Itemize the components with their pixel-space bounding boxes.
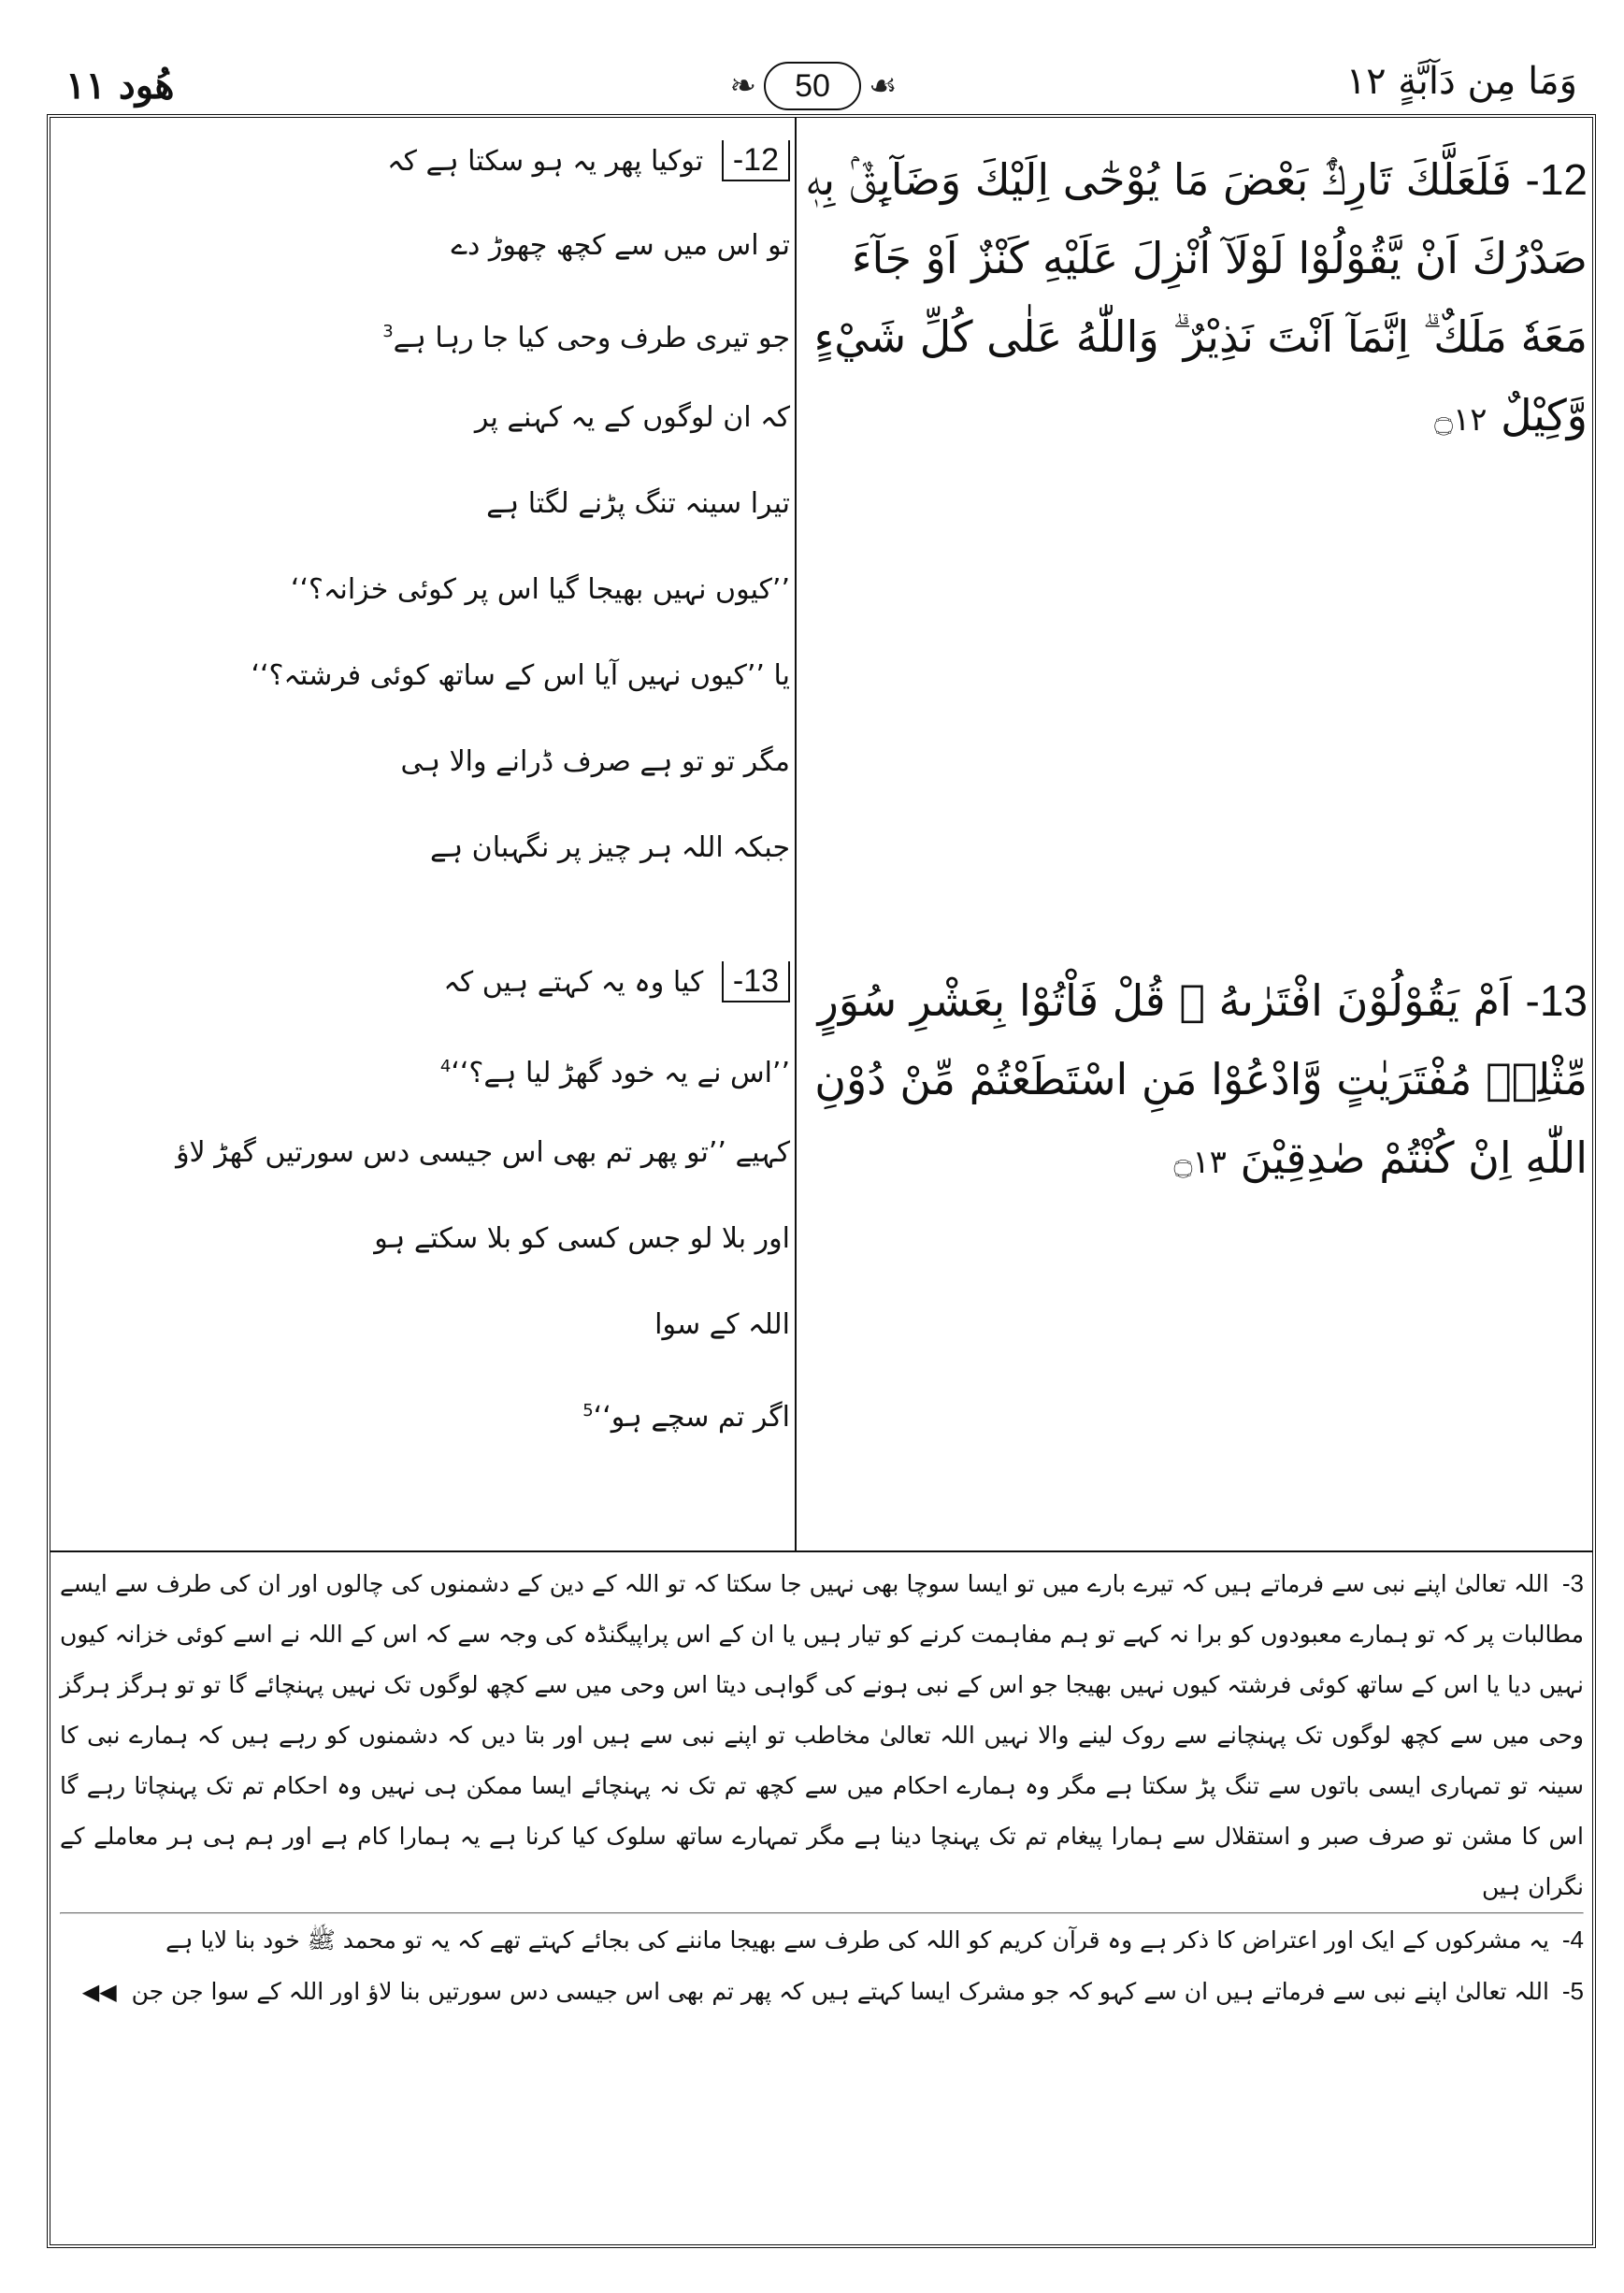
translation-line: ’’کیوں نہیں بھیجا گیا اس پر کوئی خزانہ؟‘‘	[290, 573, 790, 606]
translation-line: یا ’’کیوں نہیں آیا اس کے ساتھ کوئی فرشتہ؟‘‘	[251, 659, 790, 692]
verse-number-box: 13-	[722, 961, 790, 1002]
footnote-number: 3-	[1561, 1569, 1584, 1597]
page-number-ornament	[701, 60, 926, 112]
footnote-separator	[50, 1550, 1592, 1552]
continued-arrow-icon: ◀◀	[81, 1979, 117, 2005]
translation-line: ’’اس نے یہ خود گھڑ لیا ہے؟‘‘$^4$	[439, 1057, 790, 1089]
page-number: 50	[764, 62, 861, 110]
verse-number: 12-	[1525, 155, 1588, 204]
column-divider	[795, 118, 797, 1550]
juz-title: وَمَا مِن دَآبَّةٍ ۱۲	[1345, 60, 1577, 103]
footnotes	[60, 1558, 1584, 2241]
translation-column	[56, 140, 790, 1543]
footnote-5	[60, 1966, 1584, 2017]
translation-line: تو اس میں سے کچھ چھوڑ دے	[451, 229, 790, 262]
translation-line: جبکہ اللہ ہر چیز پر نگہبان ہے	[429, 831, 790, 864]
arabic-column	[802, 140, 1588, 1543]
verse-12-arabic	[802, 140, 1588, 459]
footnote-text: اللہ تعالیٰ اپنے نبی سے فرماتے ہیں ان سے کہو کہ جو مشرک ایسا کہتے ہیں کہ پھر تم بھی اس جیسی دس سورتیں بنا لاؤ اور اللہ کے سوا جن جن	[131, 1978, 1549, 2005]
verse-text: اَمْ يَقُوْلُوْنَ افْتَرٰىهُ ۗ قُلْ فَاْتُوْا بِعَشْرِ سُوَرٍ مِّثْلِهٖ مُفْتَرَيٰتٍ وَّادْعُوْا مَنِ اسْتَطَعْتُمْ مِّنْ دُوْنِ اللّٰهِ اِنْ كُنْتُمْ صٰدِقِيْنَ	[814, 975, 1588, 1183]
translation-line: 13- کیا وہ یہ کہتے ہیں کہ	[61, 961, 790, 1002]
surah-title: هُود ۱۱	[65, 64, 175, 108]
verse-text: فَلَعَلَّكَ تَارِكٌۢ بَعْضَ مَا يُوْحٰٓى اِلَيْكَ وَضَآىِٕقٌۢ بِهٖ صَدْرُكَ اَنْ يَّقُوْلُوْا لَوْلَآ اُنْزِلَ عَلَيْهِ كَنْزٌ اَوْ جَآءَ مَعَهٗ مَلَكٌ ۗ اِنَّمَآ اَنْتَ نَذِيْرٌ ۗ وَاللّٰهُ عَلٰى كُلِّ شَيْءٍ وَّكِيْلٌ	[805, 154, 1588, 440]
footnote-ref: 5	[582, 1401, 594, 1421]
ayah-end-mark-icon: ۝۱۳	[1173, 1144, 1227, 1181]
translation-line: کہیے ’’تو پھر تم بھی اس جیسی دس سورتیں گھڑ لاؤ	[176, 1136, 790, 1169]
footnote-text: اللہ تعالیٰ اپنے نبی سے فرماتے ہیں کہ تیرے بارے میں تو ایسا سوچا بھی نہیں جا سکتا کہ تو اللہ کے دین کے دشمنوں کی چالوں اور ان کی طرف سے ایسے مطالبات پر کہ تو ہمارے معبودوں کو برا نہ کہے تو ہم مفاہمت کرنے کو تیار ہیں یا ان کے اس پراپیگنڈہ کی وجہ سے کہ اس کے اللہ نے اسے کوئی خزانہ کیوں نہیں دیا یا اس کے ساتھ کوئی فرشتہ کیوں نہیں بھیجا جو اس کے نبی ہونے کی گواہی دیتا اس وحی میں سے کچھ لوگوں تک نہیں پہنچائے گا تو تو ہرگز ہرگز وحی میں سے کچھ لوگوں تک پہنچانے سے روک لینے والا نہیں اللہ تعالیٰ مخاطب تو اپنے نبی سے ہیں اور بتا دیں کہ دشمنوں کو رہے ہیں کہ ہمارے نبی کا سینہ تو تمہاری ایسی باتوں سے تنگ پڑ سکتا ہے مگر وہ ہمارے احکام میں سے کچھ تم تک نہ پہنچائے ایسا ممکن ہی نہیں وہ احکام تم تک پہنچاتا رہے گا اس کا مشن تو صرف صبر و استقلال سے ہمارا پیغام تم تک پہنچا دینا ہے مگر تمہارے ساتھ سلوک کیا کرنا ہے یہ ہمارا کام ہے اور ہم ہی ہر معاملے کے نگران ہیں	[60, 1570, 1584, 1900]
floral-ornament-right-icon: ☙	[869, 67, 898, 105]
footnote-text: یہ مشرکوں کے ایک اور اعتراض کا ذکر ہے وہ قرآن کریم کو اللہ کی طرف سے بھیجا ماننے کی بجائے کہتے تھے کہ یہ تو محمد ﷺ خود بنا لایا ہے	[165, 1926, 1549, 1954]
translation-line: مگر تو تو ہے صرف ڈرانے والا ہی	[400, 745, 790, 778]
verse-number: 13-	[1525, 976, 1588, 1025]
footnote-ref: 4	[439, 1057, 452, 1076]
translation-line: جو تیری طرف وحی کیا جا رہا ہے$^3$	[382, 322, 790, 354]
footnote-number: 4-	[1561, 1925, 1584, 1954]
translation-line: 12- توکیا پھر یہ ہو سکتا ہے کہ	[61, 140, 790, 181]
verse-13-arabic	[802, 961, 1588, 1202]
translation-line: اور بلا لو جس کسی کو بلا سکتے ہو	[374, 1222, 790, 1255]
translation-line: اللہ کے سوا	[654, 1308, 790, 1341]
floral-ornament-left-icon: ❧	[729, 67, 756, 105]
footnote-ref: 3	[382, 322, 394, 341]
footnote-number: 5-	[1561, 1977, 1584, 2005]
verse-number-box: 12-	[722, 140, 790, 181]
translation-line: تیرا سینہ تنگ پڑنے لگتا ہے	[486, 487, 790, 520]
page-header	[0, 0, 1624, 112]
footnote-3	[60, 1558, 1584, 1912]
translation-line: اگر تم سچے ہو‘‘$^5$	[582, 1401, 790, 1434]
translation-line: کہ ان لوگوں کے یہ کہنے پر	[474, 401, 790, 434]
ayah-end-mark-icon: ۝۱۲	[1434, 401, 1487, 439]
footnote-4	[60, 1914, 1584, 1966]
